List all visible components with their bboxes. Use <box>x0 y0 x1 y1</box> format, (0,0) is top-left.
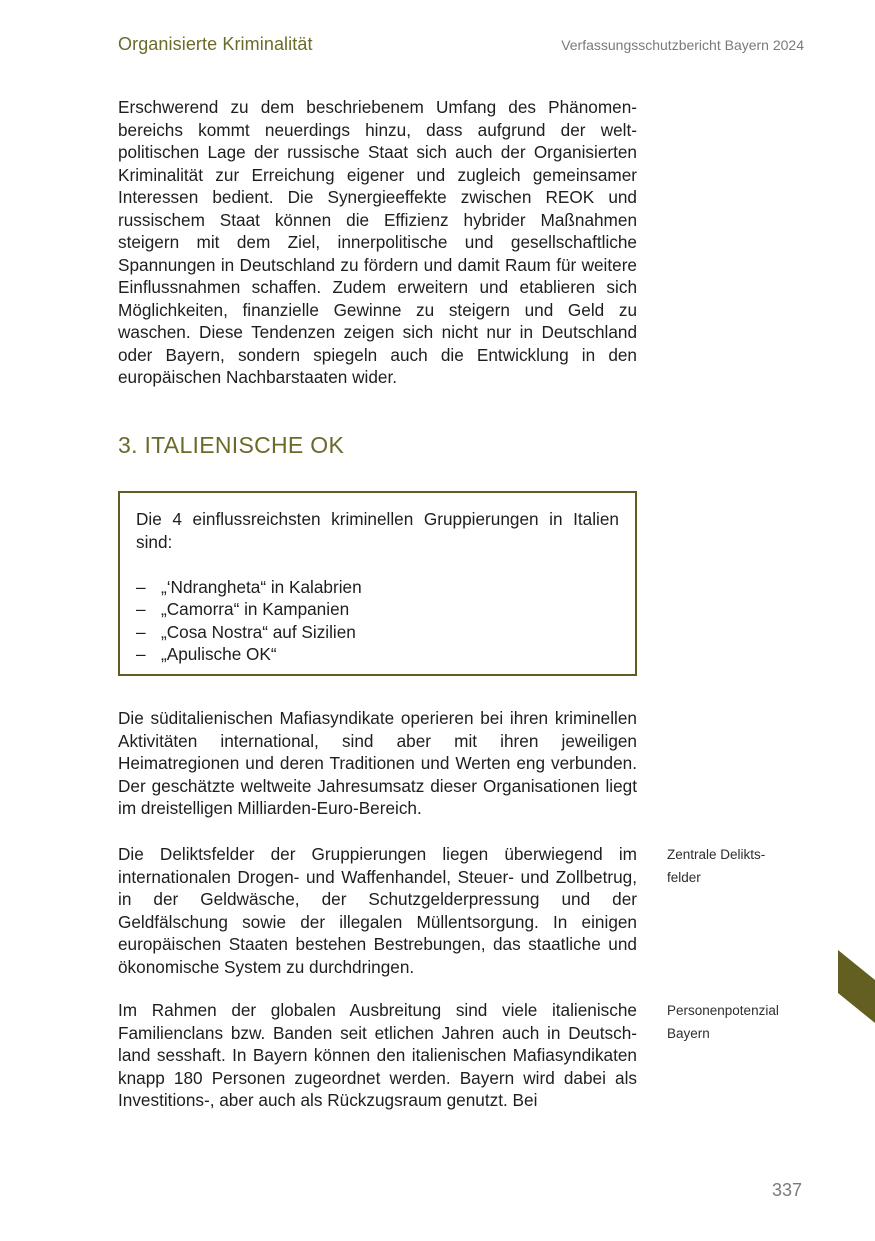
list-item-text: „Cosa Nostra“ auf Sizilien <box>161 621 356 642</box>
paragraph-crime-fields: Die Deliktsfelder der Gruppierungen liegen überwiegend im internationalen Drogen- und Waffenhandel, Steuer- und Zollbetrug, in der Geldwäsche, der Schutzgelderpressung und der Geldfälschung sowie der illegalen Müllentsorgung. In einigen europäischen Staaten bestehen Bestrebungen, das staatliche und ökonomische System zu durchdringen. <box>118 844 637 977</box>
report-title: Verfassungsschutzbericht Bayern 2024 <box>561 37 804 53</box>
list-dash: – <box>136 644 146 664</box>
paragraph-mafia-syndicates: Die süditalienischen Mafiasyndikate operieren bei ihren kriminellen Aktivitäten international, sind aber mit ihren jeweiligen Heimatregionen und deren Traditionen und Werten eng verbunden. Der geschätzte weltweite Jahresumsatz dieser Organisationen liegt im dreistelligen Milliarden-Euro-Bereich. <box>118 708 637 818</box>
chapter-tab-marker <box>838 950 875 1023</box>
chapter-title: Organisierte Kriminalität <box>118 34 313 54</box>
page-number: 337 <box>771 1180 802 1200</box>
list-item <box>136 643 619 666</box>
list-item-text: „Camorra“ in Kampanien <box>161 599 350 619</box>
list-item <box>136 621 619 644</box>
paragraph-russia-synergy: Erschwerend zu dem beschriebenem Umfang des Phänomenbereichs kommt neuerdings hinzu, dass aufgrund der weltpolitischen Lage der russische Staat sich auch der Organisierten Kriminalität zur Erreichung eigener und zugleich gemeinsamer Interessen bedient. Die Synergieeffekte zwischen REOK und russischem Staat können die Effizienz hybrider Maßnahmen steigern mit dem Ziel, innerpolitische und gesellschaftliche Spannungen in Deutschland zu fördern und damit Raum für weitere Einflussnahmen schaffen. Zudem erweitern und etablieren sich Möglichkeiten, finanzielle Gewinne zu steigern und Geld zu waschen. Diese Tendenzen zeigen sich nicht nur in Deutschland oder Bayern, sondern spiegeln auch die Entwicklung in den europäischen Nachbarstaaten wider. <box>118 97 637 387</box>
paragraph-bavaria-presence: Im Rahmen der globalen Ausbreitung sind viele italienische Familienclans bzw. Banden seit etlichen Jahren auch in Deutschland sesshaft. In Bayern können den italienischen Mafiasyndikaten knapp 180 Personen zugeordnet werden. Bayern wird dabei als Investitions-, aber auch als Rückzugsraum genutzt. Bei <box>118 1000 637 1110</box>
list-item <box>136 576 619 599</box>
info-box-intro: Die 4 einflussreichsten kriminellen Gruppierungen in Italien sind: <box>136 509 619 552</box>
list-dash: – <box>136 621 146 642</box>
list-item-text: „‘Ndrangheta“ in Kalabrien <box>161 576 362 597</box>
margin-note-crime-fields: Zentrale Delikts- felder <box>667 847 766 885</box>
margin-note-personnel: Personenpotenzial Bayern <box>667 1003 779 1041</box>
info-box <box>118 491 637 676</box>
list-dash: – <box>136 599 146 619</box>
list-dash: – <box>136 576 146 597</box>
list-item-text: „Apulische OK“ <box>161 644 277 664</box>
section-heading: 3. ITALIENISCHE OK <box>118 432 345 458</box>
info-box-list <box>136 576 619 666</box>
list-item <box>136 598 619 621</box>
